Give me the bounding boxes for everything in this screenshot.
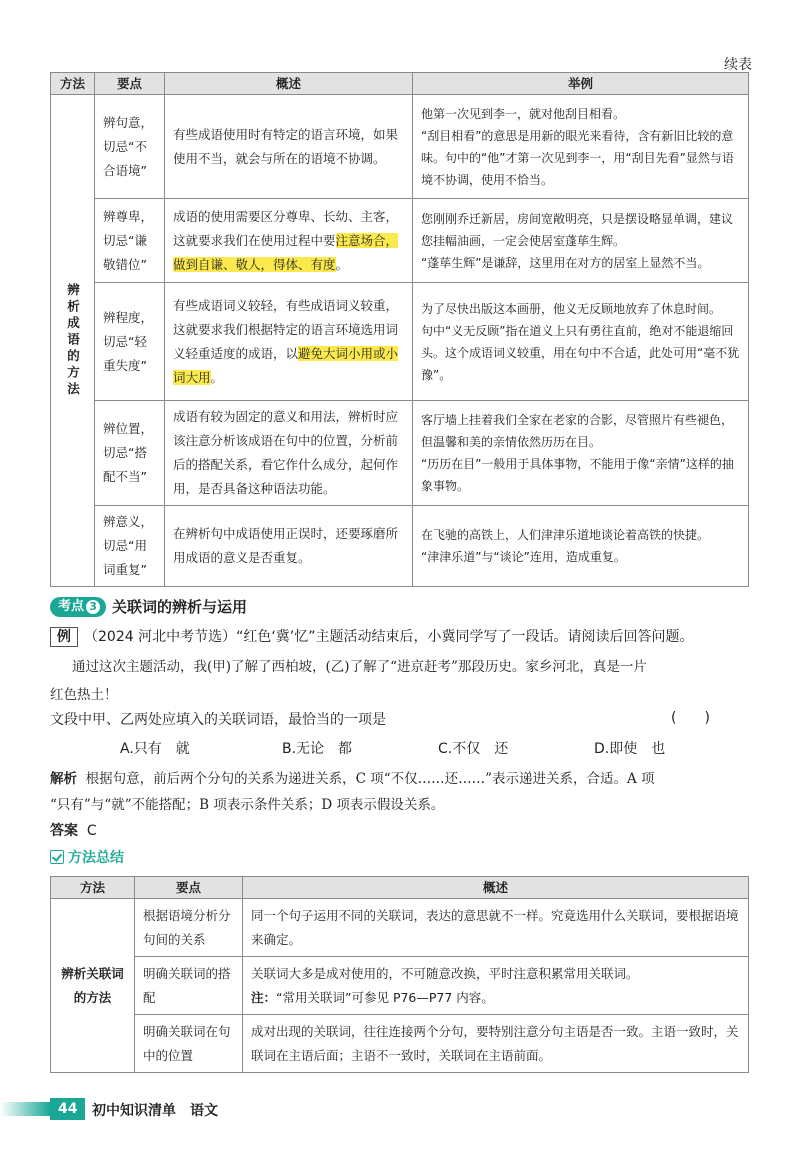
option-d: D.即使 也 bbox=[594, 741, 666, 757]
example-explanation: “刮目相看”的意思是用新的眼光来看待，含有新旧比较的意味。句中的“他”才第一次见到李一，用“刮目先看”显然与语境不协调，使用不恰当。 bbox=[421, 128, 734, 187]
example-cell bbox=[413, 199, 749, 283]
summary-text-end: 。 bbox=[335, 256, 349, 272]
point-cell: 根据语境分析分句间的关系 bbox=[135, 899, 243, 957]
table-header-row bbox=[51, 73, 749, 95]
point-cell: 明确关联词在句中的位置 bbox=[135, 1015, 243, 1073]
section-heading bbox=[50, 596, 247, 617]
checklist-icon bbox=[50, 850, 64, 864]
example-intro bbox=[50, 624, 750, 650]
table-row bbox=[51, 1015, 749, 1073]
option-b: B.无论 都 bbox=[282, 741, 353, 757]
analysis-text: 根据句意，前后两个分句的关系为递进关系，C 项“不仅……还……”表示递进关系，合适。A 项 bbox=[85, 771, 655, 787]
example-explanation: “津津乐道”与“谈论”连用，造成重复。 bbox=[421, 550, 626, 564]
method-summary-label: 方法总结 bbox=[68, 850, 124, 866]
table-row bbox=[51, 506, 749, 587]
passage-line-1: 通过这次主题活动，我(甲)了解了西柏坡，(乙)了解了“进京赶考”那段历史。家乡河北，真是一片 bbox=[72, 659, 647, 675]
example-cell bbox=[413, 283, 749, 401]
badge-number: 3 bbox=[86, 600, 100, 614]
example-sentence: 您刚刚乔迁新居，房间宽敞明亮，只是摆设略显单调，建议您挂幅油画，一定会使居室蓬荜生辉。 bbox=[421, 211, 734, 248]
answer-label: 答案 bbox=[50, 823, 78, 839]
summary-cell bbox=[165, 283, 413, 401]
header-point: 要点 bbox=[95, 73, 165, 95]
answer-parentheses: ( ) bbox=[671, 710, 710, 726]
summary-cell: 成语有较为固定的意义和用法，辨析时应该注意分析该成语在句中的位置，分析前后的搭配关系，看它作什么成分，起何作用，是否具备这种语法功能。 bbox=[165, 401, 413, 506]
example-cell bbox=[413, 401, 749, 506]
conjunction-method-table bbox=[50, 876, 749, 1073]
example-sentence: 为了尽快出版这本画册，他义无反顾地放弃了休息时间。 bbox=[421, 301, 722, 316]
analysis-label: 解析 bbox=[50, 771, 77, 787]
example-sentence: 在飞驰的高铁上，人们津津乐道地谈论着高铁的快捷。 bbox=[421, 528, 710, 542]
point-cell: 辨程度，切忌“轻重失度” bbox=[95, 283, 165, 401]
example-sentence: 他第一次见到李一，就对他刮目相看。 bbox=[421, 106, 626, 121]
header-method: 方法 bbox=[51, 73, 95, 95]
summary-cell bbox=[243, 957, 749, 1015]
option-c: C.不仅 还 bbox=[438, 741, 509, 757]
analysis-line-2: “只有”与“就”不能搭配；B 项表示条件关系；D 项表示假设关系。 bbox=[50, 797, 445, 813]
passage-line-2: 红色热土！ bbox=[50, 687, 118, 703]
table-row bbox=[51, 957, 749, 1015]
note-text: “常用关联词”可参见 P76—P77 内容。 bbox=[276, 989, 494, 1005]
section-title: 关联词的辨析与运用 bbox=[112, 598, 248, 616]
category-cell: 辨析关联词的方法 bbox=[51, 899, 135, 1073]
summary-cell: 成对出现的关联词，往往连接两个分句，要特别注意分句主语是否一致。主语一致时，关联词在主语后面；主语不一致时，关联词在主语前面。 bbox=[243, 1015, 749, 1073]
summary-cell: 有些成语使用时有特定的语言环境，如果使用不当，就会与所在的语境不协调。 bbox=[165, 95, 413, 199]
summary-text: 有些成语词义较轻，有些成语词义较重，这就要求我们根据特定的语言环境选用词义轻重适度的成语，以 bbox=[173, 297, 399, 361]
point-cell: 辨位置，切忌“搭配不当” bbox=[95, 401, 165, 506]
example-cell bbox=[413, 95, 749, 199]
highlight-text: 避免大词小用或小词大用 bbox=[173, 345, 399, 385]
example-explanation: “历历在目”一般用于具体事物，不能用于像“亲情”这样的抽象事物。 bbox=[421, 457, 734, 493]
example-explanation: 句中“义无反顾”指在道义上只有勇往直前，绝对不能退缩回头。这个成语词义较重，用在句中不合适，此处可用“毫不犹豫”。 bbox=[421, 323, 740, 382]
point-cell: 辨尊卑，切忌“谦敬错位” bbox=[95, 199, 165, 283]
table-row bbox=[51, 401, 749, 506]
note-line bbox=[251, 986, 740, 1010]
summary-cell: 同一个句子运用不同的关联词，表达的意思就不一样。究竟选用什么关联词，要根据语境来确定。 bbox=[243, 899, 749, 957]
method-summary-heading bbox=[50, 847, 124, 867]
note-label: 注： bbox=[251, 989, 277, 1005]
book-title: 初中知识清单 语文 bbox=[92, 1103, 218, 1119]
table-row bbox=[51, 199, 749, 283]
summary-cell: 在辨析句中成语使用正误时，还要琢磨所用成语的意义是否重复。 bbox=[165, 506, 413, 587]
idiom-method-table bbox=[50, 72, 749, 587]
page-number: 44 bbox=[50, 1098, 85, 1120]
summary-text-end: 。 bbox=[210, 369, 224, 385]
header-example: 举例 bbox=[413, 73, 749, 95]
answer-line bbox=[50, 818, 97, 844]
header-point: 要点 bbox=[135, 877, 243, 899]
badge-label: 考点 bbox=[58, 598, 85, 614]
footer-accent-bar bbox=[0, 1102, 50, 1116]
section-badge bbox=[50, 597, 106, 617]
header-summary: 概述 bbox=[165, 73, 413, 95]
summary-text: 成语的使用需要区分尊卑、长幼、主客，这就要求我们在使用过程中要 bbox=[173, 208, 399, 248]
highlight-text: 注意场合，做到自谦、敬人，得体、有度 bbox=[173, 232, 399, 272]
point-cell: 辨句意，切忌“不合语境” bbox=[95, 95, 165, 199]
category-cell: 辨析成语的方法 bbox=[51, 95, 95, 587]
example-cell bbox=[413, 506, 749, 587]
table-row bbox=[51, 899, 749, 957]
question-text: 文段中甲、乙两处应填入的关联词语，最恰当的一项是 bbox=[50, 712, 386, 728]
page-footer bbox=[0, 1098, 230, 1120]
continued-table-label: 续表 bbox=[724, 57, 752, 73]
example-explanation: “蓬荜生辉”是谦辞，这里用在对方的居室上显然不当。 bbox=[421, 255, 710, 270]
answer-value: C bbox=[86, 823, 97, 839]
table-row bbox=[51, 95, 749, 199]
header-method: 方法 bbox=[51, 877, 135, 899]
example-sentence: 客厅墙上挂着我们全家在老家的合影，尽管照片有些褪色，但温馨和美的亲情依然历历在目。 bbox=[421, 413, 734, 449]
table-row bbox=[51, 283, 749, 401]
summary-cell bbox=[165, 199, 413, 283]
header-summary: 概述 bbox=[243, 877, 749, 899]
point-cell: 辨意义，切忌“用词重复” bbox=[95, 506, 165, 587]
table-header-row bbox=[51, 877, 749, 899]
example-label: 例 bbox=[50, 627, 78, 647]
example-intro-text: （2024 河北中考节选）“红色‘冀’忆”主题活动结束后，小冀同学写了一段话。请阅读后回答问题。 bbox=[84, 629, 694, 645]
analysis-line-1 bbox=[50, 766, 750, 792]
point-cell: 明确关联词的搭配 bbox=[135, 957, 243, 1015]
option-a: A.只有 就 bbox=[120, 741, 190, 757]
summary-text: 关联词大多是成对使用的，不可随意改换，平时注意积累常用关联词。 bbox=[251, 965, 639, 981]
